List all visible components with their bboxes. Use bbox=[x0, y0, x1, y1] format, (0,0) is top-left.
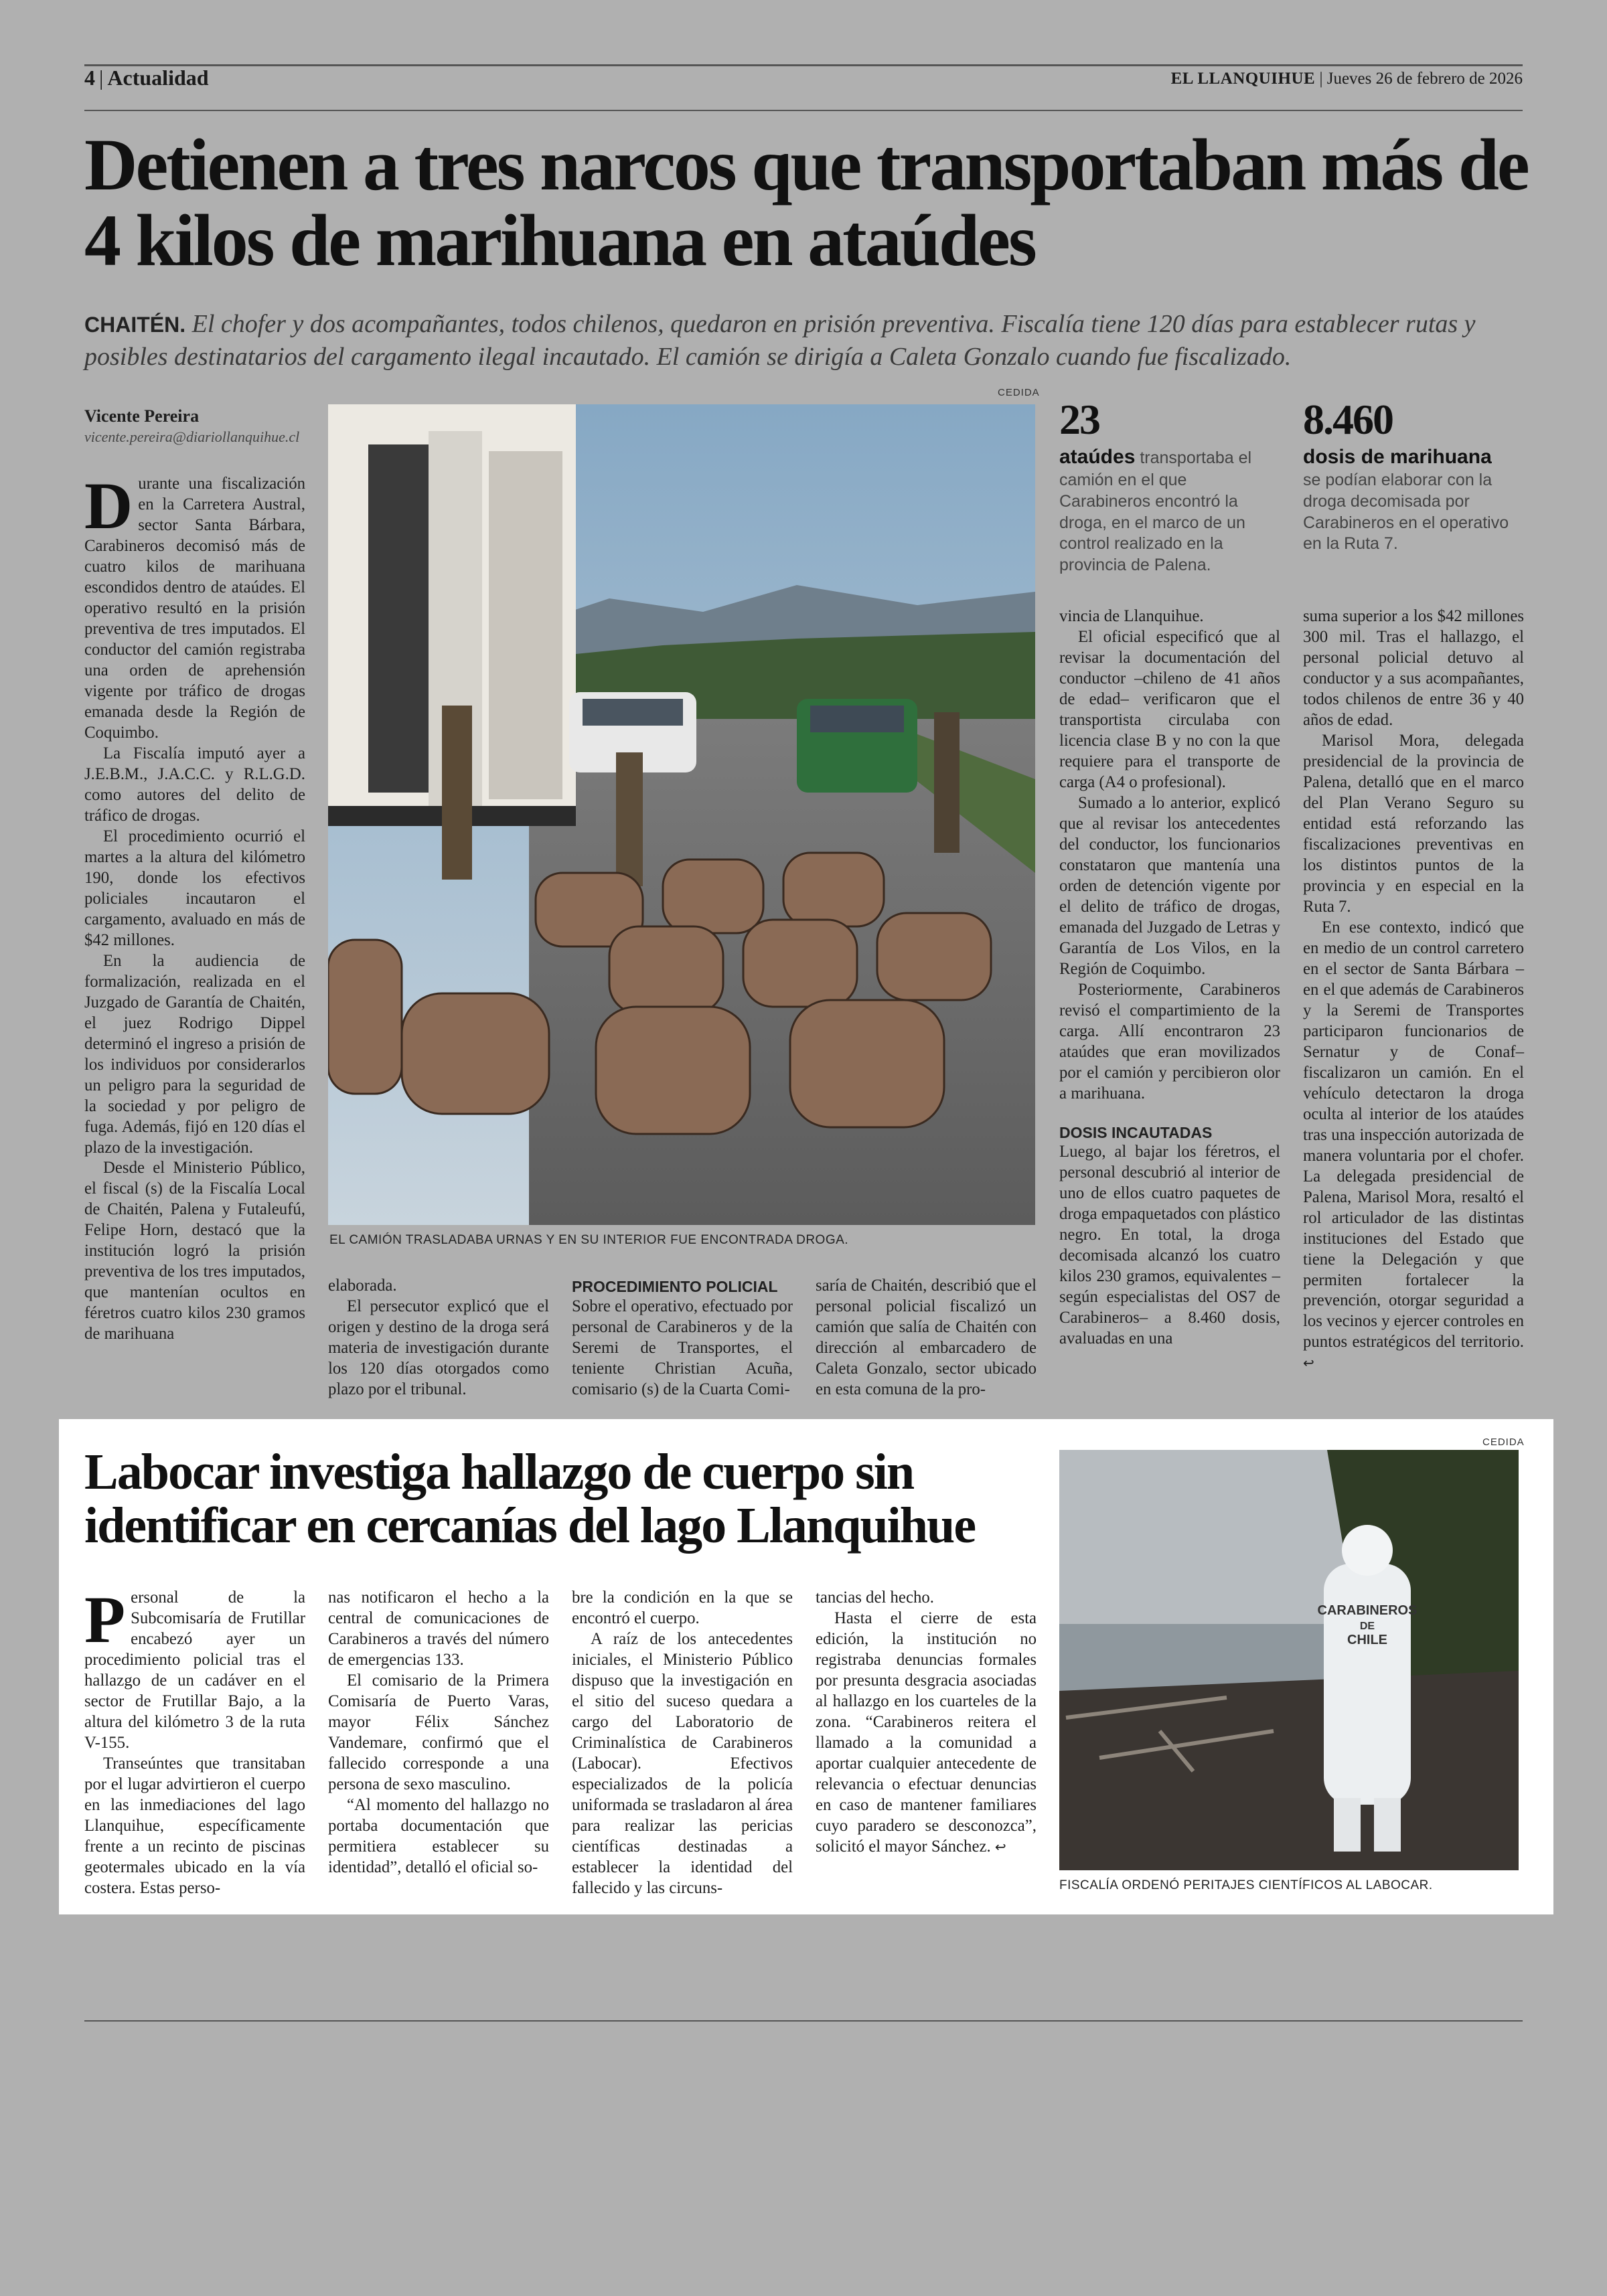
paragraph: En ese contexto, indicó que en medio de un control carretero en el sector de Santa Bárbara –en el que además de Carabineros y la Seremi de Transportes participaron funcionarios de Sernatur y de Conaf– fiscalizaron un camión. En el vehículo detectaron la droga oculta al interior de los ataúdes tras una inspección autorizada de manera voluntaria por el chofer. La delegada presidencial de Palena, Marisol Mora, resaltó el rol articulador de las distintas instituciones del Estado que tiene la Delegación y que permiten fortalecer la prevención, otorgar seguridad a los vecinos y ejercer controles en puntos estratégicos del territorio. ↩ bbox=[1303, 918, 1524, 1372]
location-tag: CHAITÉN. bbox=[84, 313, 186, 337]
paragraph: saría de Chaitén, describió que el personal policial fiscalizó un camión que salía de Chaitén con dirección al embarcadero de Caleta Gonzalo, sector ubicado en esta comuna de la pro- bbox=[816, 1277, 1037, 1398]
photo-caption-2: FISCALÍA ORDENÓ PERITAJES CIENTÍFICOS AL LABOCAR. bbox=[1059, 1878, 1433, 1892]
second-col-4 bbox=[816, 1588, 1037, 1858]
paragraph: “Al momento del hallazgo no portaba documentación que permitiera establecer su identidad”, detalló el oficial so- bbox=[328, 1795, 549, 1876]
dropcap: D bbox=[84, 469, 133, 543]
paragraph: Marisol Mora, delegada presidencial de la provincia de Palena, detalló que en el marco del Plan Verano Seguro su entidad está reforzando las fiscalizaciones preventivas en los distintos puntos de la provincia y en especial en la Ruta 7. bbox=[1303, 731, 1524, 916]
main-col-3 bbox=[572, 1276, 793, 1400]
subhead-procedimiento: PROCEDIMIENTO POLICIAL bbox=[572, 1278, 778, 1295]
end-mark-icon: ↩ bbox=[1303, 1355, 1314, 1372]
paragraph: Hasta el cierre de esta edición, la institución no registraba denuncias formales por presunta desgracia asociadas al hallazgo en los cuarteles de la zona. “Carabineros reitera el llamado a la comunidad a aportar cualquier antecedente de relevancia o efectuar denuncias en caso de mantener familiares cuyo paradero se desconozca”, solicitó el mayor Sánchez. ↩ bbox=[816, 1609, 1037, 1856]
paragraph: Transeúntes que transitaban por el lugar advirtieron el cuerpo en las inmediaciones del lago Llanquihue, específicamente frente a un recinto de piscinas geotermales ubicado en la vía costera. Estas perso- bbox=[84, 1754, 305, 1897]
photo-credit: CEDIDA bbox=[998, 387, 1040, 398]
section-name: Actualidad bbox=[107, 66, 209, 90]
paragraph: El comisario de la Primera Comisaría de Puerto Varas, mayor Félix Sánchez Vandemare, confirmó que el fallecido corresponde a una persona de sexo masculino. bbox=[328, 1671, 549, 1793]
paragraph: nas notificaron el hecho a la central de comunicaciones de Carabineros a través del número de emergencias 133. bbox=[328, 1588, 549, 1669]
paragraph: Posteriormente, Carabineros revisó el compartimiento de la carga. Allí encontraron 23 ataúdes que eran movilizados por el camión y percibieron olor a marihuana. bbox=[1059, 980, 1280, 1102]
paragraph: suma superior a los $42 millones 300 mil. Tras el hallazgo, el personal policial detuvo al conductor y a sus acompañantes, todos chilenos de entre 36 y 40 años de edad. bbox=[1303, 607, 1524, 729]
suit-text: CARABINEROS bbox=[1317, 1603, 1418, 1618]
suit-text: CHILE bbox=[1347, 1633, 1387, 1647]
stat-description: ataúdes transportaba el camión en el que Carabineros encontró la droga, en el marco de un control realizado en la provincia de Palena. bbox=[1059, 446, 1252, 575]
publication-name: EL LLANQUIHUE bbox=[1170, 70, 1316, 88]
paragraph: vincia de Llanquihue. bbox=[1059, 607, 1204, 625]
end-mark-icon: ↩ bbox=[994, 1838, 1006, 1855]
top-rule bbox=[84, 64, 1523, 66]
paragraph: El persecutor explicó que el origen y destino de la droga será materia de investigación durante los 120 días otorgados como plazo por el tribunal. bbox=[328, 1297, 549, 1398]
main-headline: Detienen a tres narcos que transportaban más de 4 kilos de marihuana en ataúdes bbox=[84, 124, 1528, 282]
paragraph: Sobre el operativo, efectuado por personal de Carabineros y de la Seremi de Transportes, el teniente Christian Acuña, comisario (s) de la Cuarta Comi- bbox=[572, 1297, 793, 1398]
photo-credit-2: CEDIDA bbox=[1482, 1437, 1525, 1448]
bottom-rule bbox=[84, 2020, 1523, 2022]
photo-caption: EL CAMIÓN TRASLADABA URNAS Y EN SU INTERIOR FUE ENCONTRADA DROGA. bbox=[329, 1233, 849, 1247]
paragraph: urante una fiscalización en la Carretera Austral, sector Santa Bárbara, Carabineros decomisó más de cuatro kilos de marihuana escondidos dentro de ataúdes. El operativo resultó en la prisión preventiva de tres imputados. El conductor del camión registraba una orden de aprehensión vigente por tráfico de drogas emanada desde la Región de Coquimbo. bbox=[84, 475, 305, 742]
author-email: vicente.pereira@diariollanquihue.cl bbox=[84, 428, 300, 445]
lead-text: El chofer y dos acompañantes, todos chilenos, quedaron en prisión preventiva. Fiscalía tiene 120 días para establecer rutas y posibles destinatarios del cargamento ilegal incautado. El camión se dirigía a Caleta Gonzalo cuando fue fiscalizado. bbox=[84, 310, 1476, 372]
author-name: Vicente Pereira bbox=[84, 406, 200, 426]
paragraph: El oficial especificó que al revisar la documentación del conductor –chileno de 41 años de edad– verificaron que el transportista circulaba con licencia clase B y no con la que requiere para el transporte de carga (A4 o profesional). bbox=[1059, 627, 1280, 791]
issue-date: Jueves 26 de febrero de 2026 bbox=[1326, 70, 1523, 88]
publication-info: EL LLANQUIHUE | Jueves 26 de febrero de 2026 bbox=[1170, 70, 1523, 88]
paragraph: Desde el Ministerio Público, el fiscal (s) de la Fiscalía Local de Chaitén, Palena y Futaleufú, Felipe Horn, destacó que la institución logró la prisión preventiva de los tres imputados, que mantenían ocultos en féretros cuatro kilos 230 gramos de marihuana bbox=[84, 1159, 305, 1343]
paragraph: La Fiscalía imputó ayer a J.E.B.M., J.A.C.C. y R.L.G.D. como autores del delito de tráfico de drogas. bbox=[84, 744, 305, 825]
second-col-3 bbox=[572, 1588, 793, 1899]
paragraph: Luego, al bajar los féretros, el personal descubrió al interior de uno de ellos cuatro paquetes de droga empaquetados con plástico negro. En total, la droga decomisada alcanzó los cuatro kilos 230 gramos, equivalentes –según especialistas del OS7 de Carabineros– a 8.460 dosis, avaluadas en una bbox=[1059, 1143, 1280, 1348]
main-col-1 bbox=[84, 406, 305, 1345]
second-photo bbox=[1059, 1450, 1519, 1870]
main-col-2 bbox=[328, 1276, 549, 1400]
stat-box-dosis bbox=[1303, 395, 1524, 555]
dropcap: P bbox=[84, 1582, 126, 1657]
suit-text: DE bbox=[1359, 1621, 1375, 1632]
paragraph: A raíz de los antecedentes iniciales, el Ministerio Público dispuso que la investigación en el sitio del suceso quedara a cargo del Laboratorio de Criminalística de Carabineros (Labocar). Efectivos especializados de la policía uniformada se trasladaron al área para realizar las pericias científicas destinadas a establecer la identidad del fallecido y las circuns- bbox=[572, 1629, 793, 1897]
stat-number: 8.460 bbox=[1303, 396, 1393, 443]
paragraph: bre la condición en la que se encontró el cuerpo. bbox=[572, 1588, 793, 1627]
paragraph: El procedimiento ocurrió el martes a la altura del kilómetro 190, donde los efectivos policiales incautaron el cargamento, avaluado en más de $42 millones. bbox=[84, 827, 305, 949]
second-col-2 bbox=[328, 1588, 549, 1878]
main-col-5 bbox=[1059, 606, 1280, 1349]
paragraph: tancias del hecho. bbox=[816, 1588, 934, 1607]
header-rule bbox=[84, 110, 1523, 111]
page-number: 4 bbox=[84, 66, 95, 90]
stat-description: dosis de marihuana se podían elaborar con la droga decomisada por Carabineros en el operativo en la Ruta 7. bbox=[1303, 446, 1509, 554]
main-lead bbox=[84, 308, 1524, 374]
main-photo bbox=[328, 404, 1035, 1225]
stat-number: 23 bbox=[1059, 396, 1099, 443]
main-col-4 bbox=[816, 1276, 1037, 1400]
second-col-1 bbox=[84, 1582, 305, 1899]
section-header: 4 | Actualidad bbox=[84, 66, 209, 90]
paragraph: elaborada. bbox=[328, 1277, 397, 1295]
paragraph: ersonal de la Subcomisaría de Frutillar encabezó ayer un procedimiento policial tras el hallazgo de un cadáver en el sector de Frutillar Bajo, a la altura del kilómetro 3 de la ruta V-155. bbox=[84, 1588, 305, 1752]
main-col-6 bbox=[1303, 606, 1524, 1374]
stat-box-ataudes bbox=[1059, 395, 1280, 576]
paragraph: Sumado a lo anterior, explicó que al revisar los antecedentes del conductor, los funcionarios constataron que mantenía una orden de detención vigente por el delito de tráfico de drogas, emanada del Juzgado de Letras y Garantía de Los Vilos, en la Región de Coquimbo. bbox=[1059, 793, 1280, 978]
paragraph: En la audiencia de formalización, realizada en el Juzgado de Garantía de Chaitén, el juez Rodrigo Dippel determinó el ingreso a prisión de los individuos por considerarlos un peligro para la seguridad de la sociedad y por peligro de fuga. Además, fijó en 120 días el plazo de la investigación. bbox=[84, 951, 305, 1157]
second-headline: Labocar investiga hallazgo de cuerpo sin identificar en cercanías del lago Llanquihue bbox=[84, 1444, 976, 1554]
subhead-dosis: DOSIS INCAUTADAS bbox=[1059, 1123, 1213, 1141]
